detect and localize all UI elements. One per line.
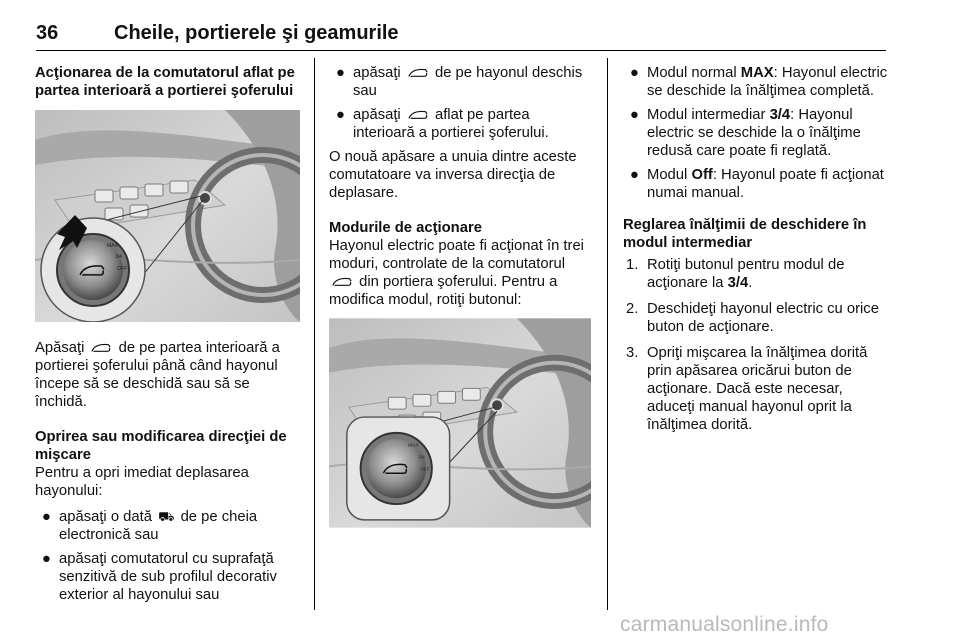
section-heading: Modurile de acţionare — [329, 220, 482, 236]
section-heading: Acţionarea de la comutatorul aflat pe partea interioară a portierei şoferului — [35, 65, 295, 99]
mode-knob — [63, 240, 123, 300]
knob-label-34: 3/4 — [115, 254, 122, 260]
list-item: ● apăsaţi aflat pe partea interioară a portierei şoferului. — [336, 107, 549, 141]
page-number: 36 — [36, 22, 59, 44]
key-tailgate-icon: ⛟ — [158, 509, 175, 524]
column-1 — [35, 64, 300, 610]
section-heading: Reglarea înălţimii de deschidere în modul intermediar — [623, 217, 867, 251]
numbered-step: 2. Deschideţi hayonul electric cu orice buton de acţionare. — [626, 301, 879, 335]
knob-label-off: OFF — [117, 266, 127, 272]
list-item: ● Modul Off: Hayonul poate fi acţionat numai manual. — [630, 167, 884, 201]
column-3 — [623, 64, 891, 442]
tailgate-icon — [407, 110, 429, 120]
column-2 — [329, 64, 595, 534]
driver-door-switch-photo — [35, 110, 300, 322]
list-item: ● Modul intermediar 3/4: Hayonul electric se deschide la o înălţime redusă care poate fi reglată. — [630, 107, 861, 159]
knob-label-max: MAX — [408, 443, 419, 449]
column-divider — [314, 58, 315, 610]
paragraph: Apăsaţi de pe partea interioară a portierei şoferului până când hayonul începe să se deschidă sau să se închidă. — [35, 340, 280, 410]
numbered-step: 1. Rotiţi butonul pentru modul de acţionare la 3/4. — [626, 257, 845, 291]
numbered-step: 3. Opriţi mişcarea la înălţimea dorită prin apăsarea oricărui buton de acţionare. Dacă este necesar, aduceţi manual hayonul oprit la înălţimea dorită. — [626, 345, 868, 433]
tailgate-icon — [331, 277, 353, 287]
list-item: ● apăsaţi o dată ⛟ de pe cheia electronică sau — [42, 509, 258, 543]
watermark: carmanualsonline.info — [620, 613, 829, 636]
list-item: ● apăsaţi de pe hayonul deschis sau — [336, 65, 583, 99]
knob-label-off: OFF — [419, 467, 430, 473]
tailgate-icon — [407, 68, 429, 78]
page-header — [36, 22, 886, 51]
chapter-title: Cheile, portierele şi geamurile — [114, 22, 399, 44]
list-item: ● Modul normal MAX: Hayonul electric se deschide la înălţimea completă. — [630, 65, 888, 99]
knob-label-34: 3/4 — [417, 455, 425, 461]
section-heading: Oprirea sau modificarea direcţiei de mişcare — [35, 429, 287, 463]
paragraph: Pentru a opri imediat deplasarea hayonului: — [35, 465, 249, 499]
paragraph: O nouă apăsare a unuia dintre aceste comutatoare va inversa direcţia de deplasare. — [329, 149, 577, 201]
list-item: ● apăsaţi comutatorul cu suprafaţă senzitivă de sub profilul decorativ exterior al hayonului sau — [42, 551, 277, 603]
mode-switch-photo — [329, 317, 591, 529]
column-divider — [607, 58, 608, 610]
tailgate-icon — [90, 343, 112, 353]
paragraph: Hayonul electric poate fi acţionat în trei moduri, controlate de la comutatorul din portiera şoferului. Pentru a modifica modul, rotiţi butonul: — [329, 238, 584, 308]
knob-label-max: MAX — [107, 243, 118, 249]
